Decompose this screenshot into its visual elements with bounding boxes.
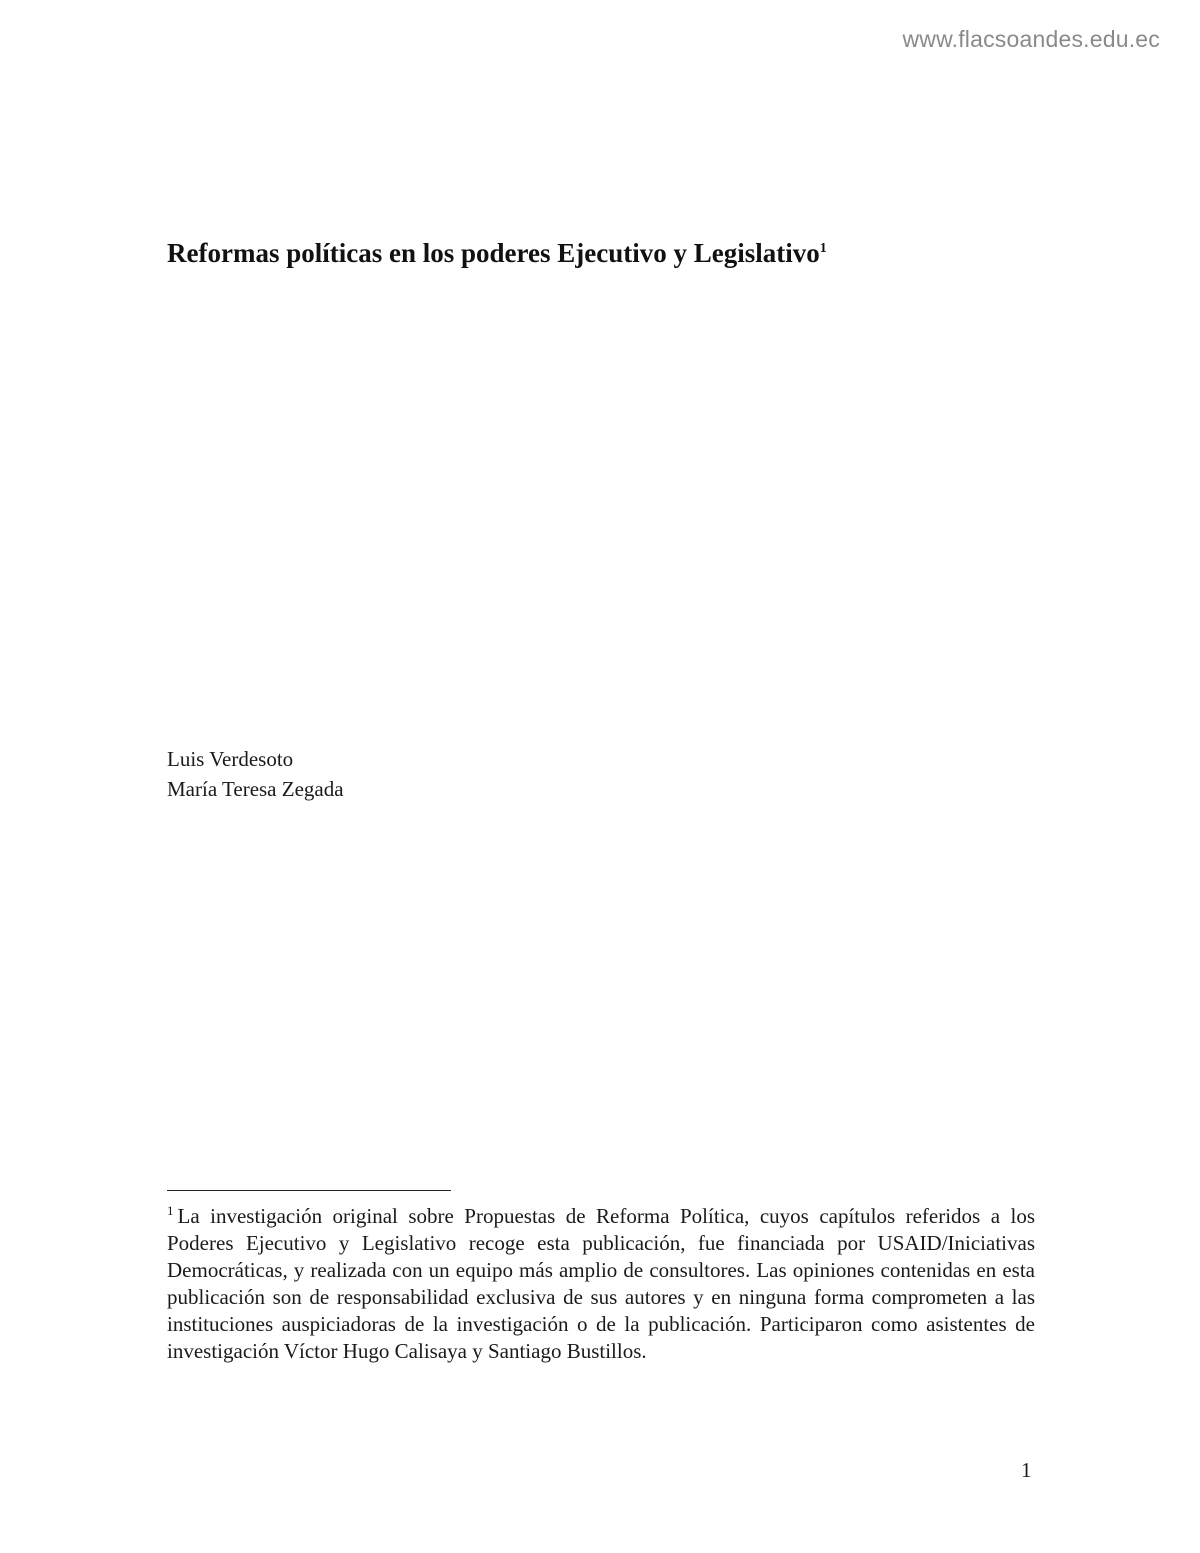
- footnote: [167, 1203, 1035, 1365]
- footnote-separator: [167, 1190, 451, 1191]
- author-list: [167, 744, 344, 804]
- document-title: [167, 238, 827, 269]
- page-number: 1: [1021, 1458, 1032, 1482]
- title-footnote-ref: 1: [819, 241, 827, 256]
- watermark-url: www.flacsoandes.edu.ec: [902, 26, 1160, 52]
- footnote-marker: 1: [167, 1203, 174, 1218]
- footnote-text: La investigación original sobre Propuestas de Reforma Política, cuyos capítulos referidos a los Poderes Ejecutivo y Legislativo recoge esta publicación, fue financiada por USAID/Iniciativas Democráticas, y realizada con un equipo más amplio de consultores. Las opiniones contenidas en esta publicación son de responsabilidad exclusiva de sus autores y en ninguna forma comprometen a las instituciones auspiciadoras de la investigación o de la publicación. Participaron como asistentes de investigación Víctor Hugo Calisaya y Santiago Bustillos.: [167, 1204, 1035, 1363]
- author-name: Luis Verdesoto: [167, 747, 294, 771]
- document-title-text: Reformas políticas en los poderes Ejecutivo y Legislativo: [167, 238, 820, 268]
- author-name: María Teresa Zegada: [167, 777, 344, 801]
